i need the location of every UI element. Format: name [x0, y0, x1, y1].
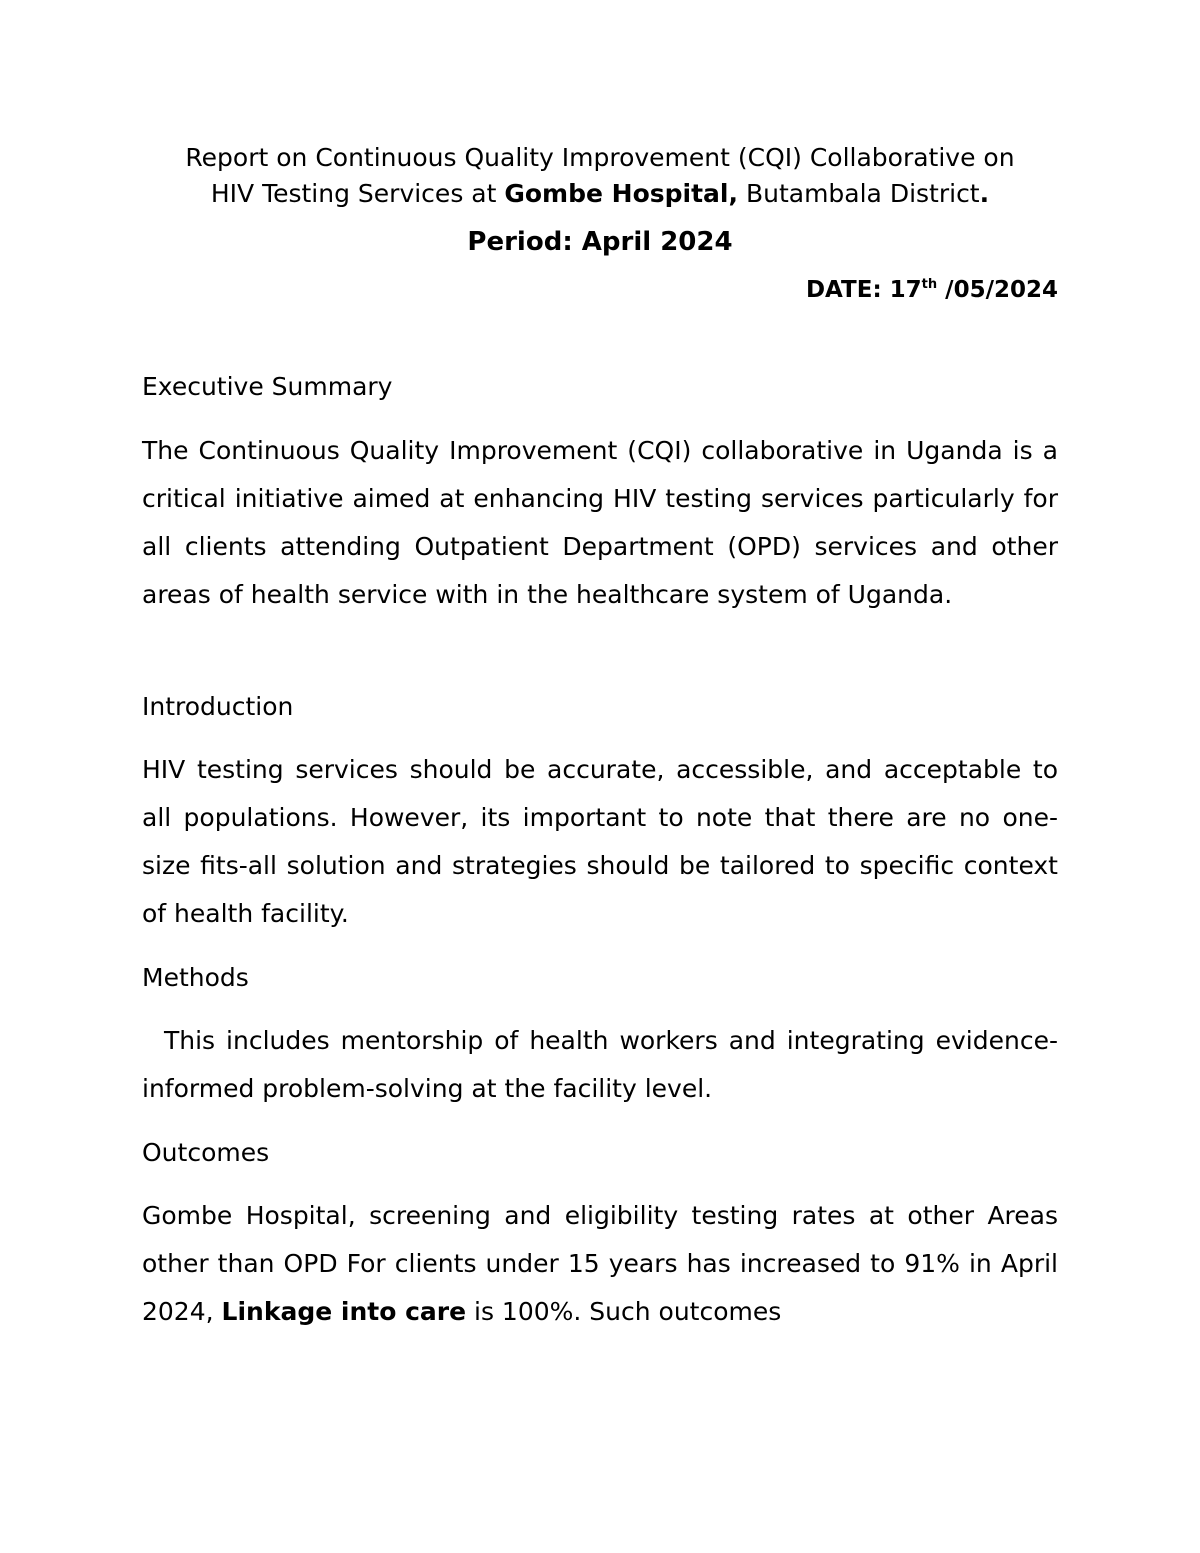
title-line-1: Report on Continuous Quality Improvement (CQI) Collaborative on — [185, 143, 1015, 172]
executive-summary-text: The Continuous Quality Improvement (CQI) collaborative in Uganda is a critical initiative aimed at enhancing HIV testing services particularly for all clients attending Outpatient Department (OPD) services and other areas of health service with in the healthcare system of Uganda. — [142, 436, 1058, 609]
title-line-2-prefix: HIV Testing Services at — [210, 179, 505, 208]
methods-heading: Methods — [142, 963, 249, 992]
hospital-name: Gombe Hospital, — [504, 179, 738, 208]
date-prefix: DATE: 17 — [805, 277, 922, 303]
date-suffix: /05/2024 — [937, 277, 1058, 303]
outcomes-heading: Outcomes — [142, 1138, 270, 1167]
methods-text: This includes mentorship of health workers and integrating evidence-informed problem-solving at the facility level. — [142, 1026, 1058, 1103]
outcomes-text — [142, 1192, 1058, 1336]
executive-summary-heading: Executive Summary — [142, 372, 393, 401]
report-title — [142, 140, 1058, 212]
outcomes-linkage-bold: Linkage into care — [221, 1297, 467, 1326]
title-line-2-middle: Butambala District — [738, 179, 980, 208]
report-date — [806, 275, 1058, 305]
introduction-text: HIV testing services should be accurate, accessible, and acceptable to all populations. However, its important to note that there are no one-size fits-all solution and strategies should be tailored to specific context of health facility. — [142, 755, 1058, 928]
outcomes-text-before: Gombe Hospital, screening and eligibility testing rates at other Areas other than OPD For clients under 15 years has increased to 91% in April 2024, — [142, 1201, 1058, 1326]
title-line-2-end: . — [979, 179, 990, 208]
introduction-heading: Introduction — [142, 692, 294, 721]
outcomes-text-after: is 100%. Such outcomes — [466, 1297, 782, 1326]
date-superscript: th — [921, 277, 938, 292]
report-period: Period: April 2024 — [467, 227, 733, 257]
